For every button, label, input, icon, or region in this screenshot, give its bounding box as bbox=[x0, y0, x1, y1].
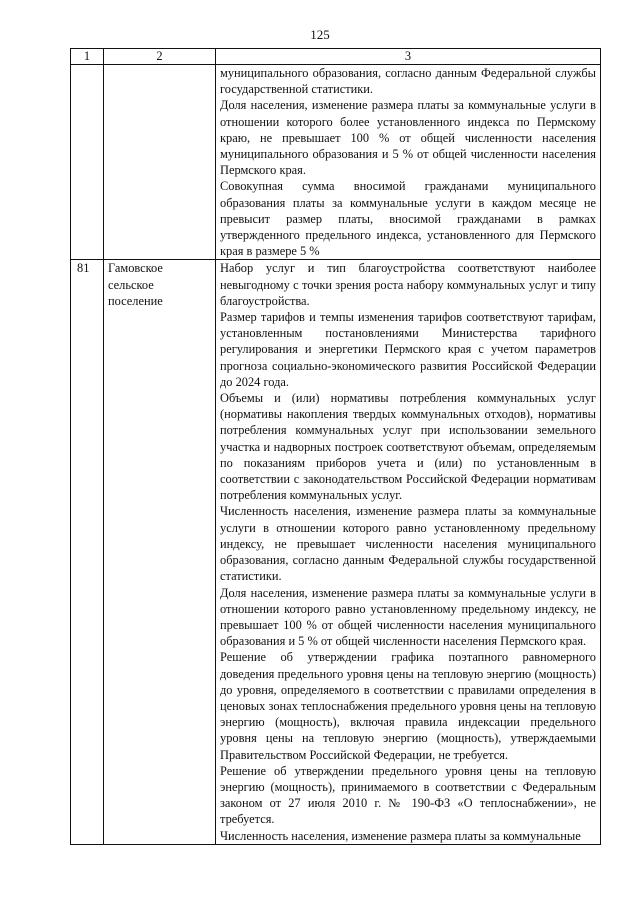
header-col-1: 1 bbox=[71, 49, 104, 65]
paragraph: Решение об утверждении предельного уровня цены на тепловую энергию (мощность), принимаемого в соответствии с Федеральным законом от 27 июля 2010 г. № 190-ФЗ «О теплоснабжении», не требуется. bbox=[220, 763, 596, 827]
tariff-table bbox=[70, 48, 601, 845]
conditions-cell bbox=[216, 260, 601, 844]
municipality-name: Гамовское сельское поселение bbox=[104, 260, 216, 844]
municipality-name bbox=[104, 65, 216, 260]
paragraph: Доля населения, изменение размера платы за коммунальные услуги в отношении которого равно установленному предельному индексу, не превышает 100 % от общей численности населения муниципального образования и 5 % от общей численности населения Пермского края. bbox=[220, 585, 596, 649]
table-row bbox=[71, 65, 601, 260]
paragraph: муниципального образования, согласно данным Федеральной службы государственной статистики. bbox=[220, 66, 596, 97]
conditions-cell bbox=[216, 65, 601, 260]
table-header-row bbox=[71, 49, 601, 65]
header-col-3: 3 bbox=[216, 49, 601, 65]
paragraph: Объемы и (или) нормативы потребления коммунальных услуг (нормативы накопления твердых коммунальных отходов), нормативы потребления коммунальных услуг при использовании земельного участка и надворных построек соответствуют объемам, определяемым по показаниям приборов учета и (или) по установленным в соответствии с законодательством Российской Федерации нормативам потребления коммунальных услуг. bbox=[220, 391, 596, 503]
paragraph: Размер тарифов и темпы изменения тарифов соответствуют тарифам, установленным постановлениями Министерства тарифного регулирования и энергетики Пермского края с учетом параметров прогноза социально-экономического развития Российской Федерации до 2024 года. bbox=[220, 310, 596, 389]
row-number: 81 bbox=[71, 260, 104, 844]
paragraph: Численность населения, изменение размера платы за коммунальные услуги в отношении которого равно установленному предельному индексу, не превышает численности населения муниципального образования, согласно данным Федеральной службы государственной статистики. bbox=[220, 504, 596, 584]
paragraph: Численность населения, изменение размера платы за коммунальные bbox=[220, 828, 581, 843]
paragraph: Совокупная сумма вносимой гражданами муниципального образования платы за коммунальные услуги в каждом месяце не превысит размер платы, вносимой гражданами в рамках утвержденного предельного индекса, установленного для Пермского края в размере 5 % bbox=[220, 179, 596, 259]
table-row bbox=[71, 260, 601, 844]
row-number bbox=[71, 65, 104, 260]
header-col-2: 2 bbox=[104, 49, 216, 65]
paragraph: Набор услуг и тип благоустройства соответствуют наиболее невыгодному с точки зрения роста набору коммунальных услуг и типу благоустройства. bbox=[220, 261, 596, 308]
paragraph: Доля населения, изменение размера платы за коммунальные услуги в отношении которого более установленного индекса по Пермскому краю, не превышает 100 % от общей численности населения муниципального образования и 5 % от общей численности населения Пермского края. bbox=[220, 98, 596, 178]
paragraph: Решение об утверждении графика поэтапного равномерного доведения предельного уровня цены на тепловую энергию (мощность) до уровня, определяемого в соответствии с правилами определения в ценовых зонах теплоснабжения предельного уровня цены на тепловую энергию (мощность), включая правила индексации предельного уровня цены на тепловую энергию (мощность), утверждаемыми Правительством Российской Федерации, не требуется. bbox=[220, 650, 596, 762]
page-number: 125 bbox=[310, 27, 330, 42]
